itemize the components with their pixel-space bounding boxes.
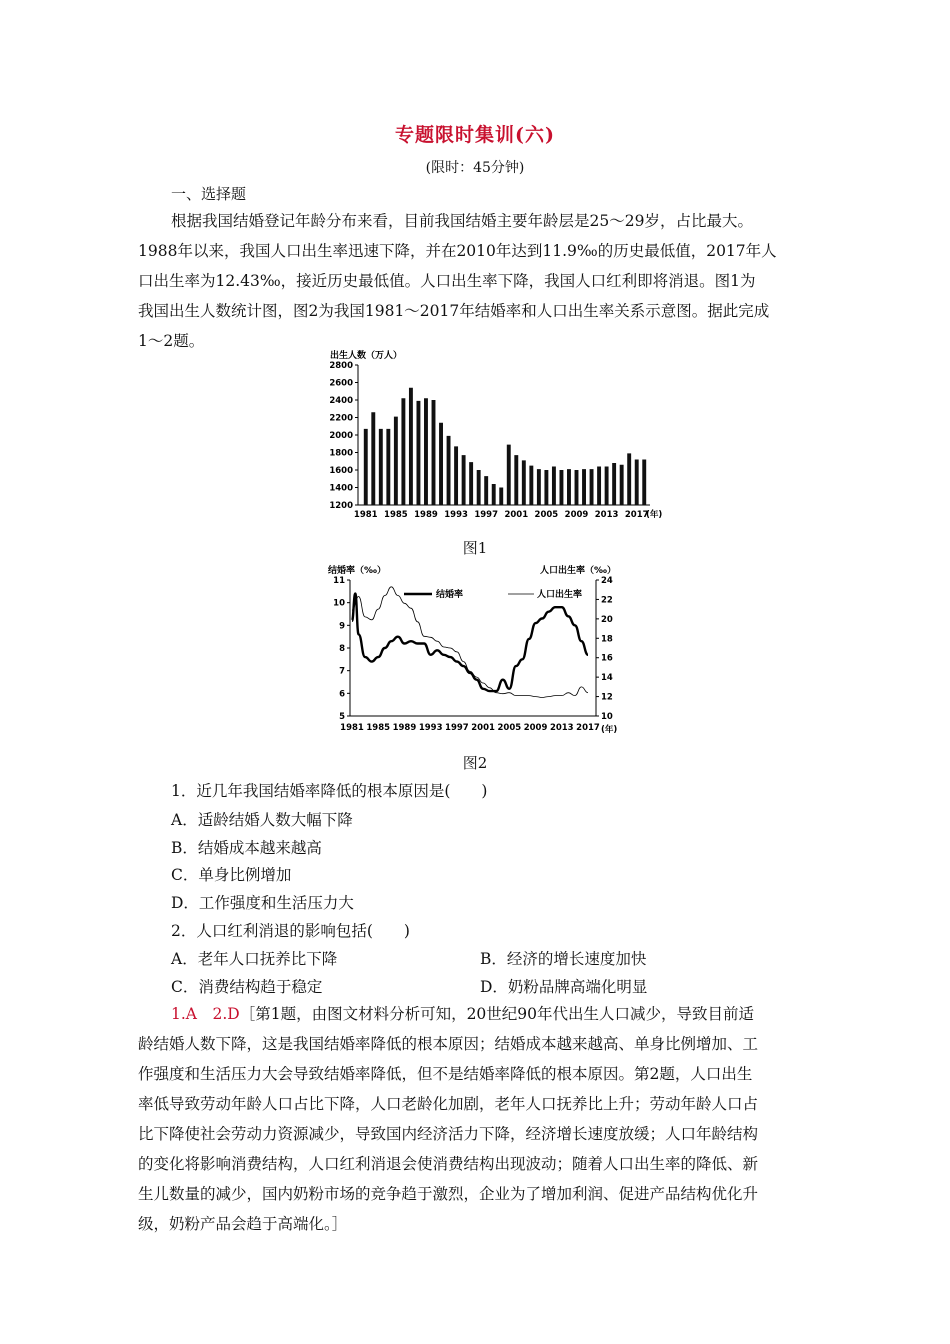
figure2-right-tick-label: 18 <box>601 634 613 645</box>
intro-line: 我国出生人数统计图，图2为我国1981～2017年结婚率和人口出生率关系示意图。据此完成 <box>138 302 770 320</box>
intro-line: 根据我国结婚登记年龄分布来看，目前我国结婚主要年龄层是25～29岁，占比最大。 <box>171 212 753 230</box>
figure1-y-tick-label: 1600 <box>329 466 353 476</box>
figure2-left-tick-label: 10 <box>333 598 345 609</box>
figure1-bar <box>575 470 579 505</box>
figure2-left-tick-label: 9 <box>339 621 345 632</box>
figure1-bar <box>371 412 375 505</box>
figure1-bar <box>364 429 368 505</box>
figure2-right-tick-label: 16 <box>601 653 613 664</box>
figure2-legend <box>404 588 582 600</box>
figure1-bar <box>409 388 413 505</box>
answer-explanation <box>138 999 818 1239</box>
figure1-y-tick-label: 2000 <box>329 431 353 441</box>
figure1-x-tick-label: 2017 <box>624 510 649 520</box>
figure1-x-tick-label: 1981 <box>353 510 378 520</box>
figure1-bar <box>529 466 533 505</box>
figure1-bar <box>394 417 398 505</box>
figure2-right-tick-label: 10 <box>601 712 613 722</box>
figure2-marriage-rate-line <box>352 594 588 692</box>
answer-line: 比下降使社会劳动力资源减少，导致国内经济活力下降，经济增长速度放缓；人口年龄结构 <box>138 1125 759 1143</box>
figure1-bar <box>605 467 609 506</box>
figure1-bar <box>386 429 390 505</box>
figure1-y-tick-label: 2400 <box>329 396 353 406</box>
figure1-bar <box>567 469 571 505</box>
figure1-x-tick-label: 2013 <box>594 510 619 520</box>
figure1-bar <box>462 455 466 505</box>
figure1-bar <box>432 400 436 505</box>
answer-line: 生儿数量的减少，国内奶粉市场的竞争趋于激烈，企业为了增加利润、促进产品结构优化升 <box>138 1185 759 1203</box>
intro-paragraph <box>138 206 818 356</box>
figure1-bar <box>514 455 518 505</box>
figure2-x-tick-label: 1993 <box>418 723 443 733</box>
figure1-x-tick-label: 2001 <box>504 510 529 520</box>
figure1-x-axis-unit: (年) <box>646 510 663 520</box>
figure1-bar <box>469 462 473 505</box>
page-title: 专题限时集训(六) <box>395 124 555 146</box>
figure2-x-tick-label: 1981 <box>340 723 364 733</box>
intro-line: 1988年以来，我国人口出生率迅速下降，并在2010年达到11.9‰的历史最低值，2017年人 <box>138 242 777 260</box>
figure1-y-axis-label: 出生人数（万人） <box>330 351 403 361</box>
figure1-y-tick-label: 1400 <box>329 483 353 494</box>
figure2-right-tick-label: 22 <box>601 595 613 606</box>
figure2-left-axis-label: 结婚率（‰） <box>328 566 386 576</box>
figure1-x-tick-label: 1997 <box>474 510 499 520</box>
figure1-bar <box>552 467 556 506</box>
figure1-bar <box>454 446 458 505</box>
answer-line: ［第1题，由图文材料分析可知，20世纪90年代出生人口减少，导致目前适 <box>239 1005 755 1023</box>
figure1-bar <box>447 436 451 505</box>
figure2-x-axis-unit: (年) <box>601 725 618 735</box>
figure1-bar <box>597 467 601 506</box>
figure2-caption: 图2 <box>462 754 488 772</box>
q2-option-c: C．消费结构趋于稳定 <box>171 978 323 996</box>
figure1-bar <box>544 470 548 505</box>
q1-option-c: C．单身比例增加 <box>171 866 292 884</box>
figure1-y-tick-label: 2800 <box>329 361 353 371</box>
figure2-x-tick-label: 2017 <box>576 723 600 733</box>
figure1-bar <box>416 401 420 505</box>
answer-line: 龄结婚人数下降，这是我国结婚率降低的根本原因；结婚成本越来越高、单身比例增加、工 <box>138 1035 759 1053</box>
intro-line: 口出生率为12.43‰，接近历史最低值。人口出生率下降，我国人口红利即将消退。图1为 <box>138 272 756 290</box>
q1-option-a: A．适龄结婚人数大幅下降 <box>171 811 353 829</box>
figure1-y-tick-label: 1800 <box>329 448 353 459</box>
figure2-right-tick-label: 12 <box>601 692 613 703</box>
figure1-bar <box>620 465 624 505</box>
legend-marriage-label: 结婚率 <box>436 590 464 600</box>
figure1-bar <box>627 453 631 505</box>
question-2-stem: 2．人口红利消退的影响包括( ) <box>171 922 410 940</box>
q2-option-b: B．经济的增长速度加快 <box>480 950 647 968</box>
figure1-y-tick-label: 2600 <box>329 378 353 389</box>
figure2-line-chart <box>322 562 632 742</box>
figure1-bar <box>537 469 541 505</box>
answer-line: 的变化将影响消费结构，人口红利消退会使消费结构出现波动；随着人口出生率的降低、新 <box>138 1155 759 1173</box>
figure1-x-tick-label: 2009 <box>564 510 589 520</box>
q2-option-d: D．奶粉品牌高端化明显 <box>480 978 648 996</box>
figure2-left-tick-label: 11 <box>333 576 345 586</box>
figure1-y-tick-label: 1200 <box>329 501 353 511</box>
figure1-x-tick-label: 1985 <box>384 510 408 520</box>
figure2-right-tick-label: 20 <box>601 614 613 625</box>
q2-option-a: A．老年人口抚养比下降 <box>171 950 338 968</box>
figure1-bar <box>439 423 443 505</box>
figure1-bar <box>424 398 428 505</box>
figure1-bar <box>582 469 586 505</box>
figure1-x-tick-label: 2005 <box>534 510 559 520</box>
figure1-bar-chart <box>320 345 680 525</box>
figure1-bar <box>379 429 383 505</box>
figure1-bar <box>612 463 616 505</box>
figure1-bar <box>484 476 488 505</box>
figure2-x-tick-label: 2009 <box>523 723 548 733</box>
figure1-x-tick-label: 1989 <box>414 510 438 520</box>
figure2-x-tick-label: 1985 <box>366 723 391 733</box>
figure1-bar <box>642 460 646 506</box>
q1-option-d: D．工作强度和生活压力大 <box>171 894 354 912</box>
figure1-bar <box>635 460 639 506</box>
figure2-right-tick-label: 14 <box>601 673 613 684</box>
answer-line: 率低导致劳动年龄人口占比下降，人口老龄化加剧，老年人口抚养比上升；劳动年龄人口占 <box>138 1095 759 1113</box>
answer-key: 1.A 2.D <box>171 1005 240 1023</box>
figure1-bar <box>499 488 503 506</box>
time-limit: (限时：45分钟) <box>425 160 525 176</box>
figure2-left-tick-label: 5 <box>339 712 345 722</box>
figure1-bar <box>492 484 496 505</box>
intro-line: 1～2题。 <box>138 332 205 350</box>
figure2-x-tick-label: 2005 <box>497 723 522 733</box>
legend-birth-label: 人口出生率 <box>537 590 583 600</box>
figure1-caption: 图1 <box>462 539 488 557</box>
figure1-x-tick-label: 1993 <box>444 510 468 520</box>
answer-line: 作强度和生活压力大会导致结婚率降低，但不是结婚率降低的根本原因。第2题，人口出生 <box>138 1065 753 1083</box>
figure1-bar <box>401 398 405 505</box>
figure2-right-tick-label: 24 <box>601 576 613 586</box>
figure2-x-tick-label: 1997 <box>445 723 469 733</box>
figure2-x-tick-label: 2001 <box>471 723 495 733</box>
figure1-bar <box>507 445 511 505</box>
q1-option-b: B．结婚成本越来越高 <box>171 839 322 857</box>
figure1-bar <box>477 470 481 505</box>
figure2-right-axis-label: 人口出生率（‰） <box>540 566 616 576</box>
figure2-left-tick-label: 8 <box>339 644 345 654</box>
figure2-left-tick-label: 7 <box>339 666 345 677</box>
figure1-bar <box>522 460 526 505</box>
answer-line: 级，奶粉产品会趋于高端化。］ <box>138 1215 348 1233</box>
figure1-y-tick-label: 2200 <box>329 413 353 424</box>
figure2-x-tick-label: 1989 <box>392 723 417 733</box>
figure1-bar <box>559 470 563 505</box>
section-heading: 一、选择题 <box>171 185 247 203</box>
figure1-bar <box>590 469 594 505</box>
question-1-stem: 1．近几年我国结婚率降低的根本原因是( ) <box>171 782 488 800</box>
figure2-birth-rate-line <box>352 587 588 698</box>
figure2-x-tick-label: 2013 <box>549 723 574 733</box>
figure2-left-tick-label: 6 <box>339 689 345 700</box>
